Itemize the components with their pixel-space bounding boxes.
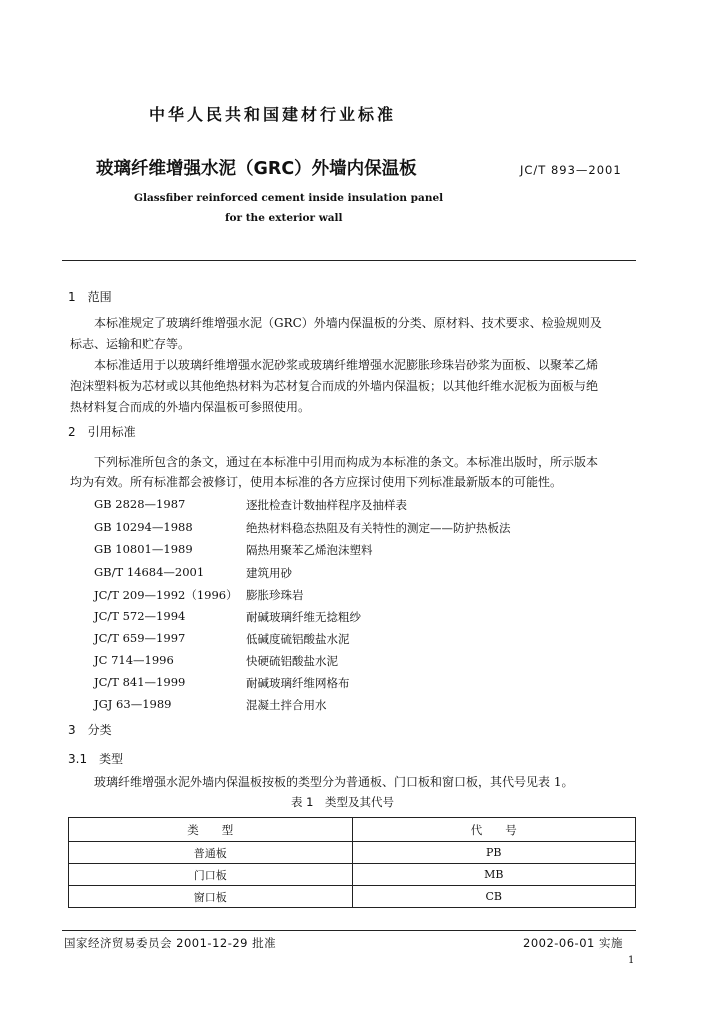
- header-divider: [62, 260, 636, 261]
- section-2-paragraph-line-2: 均为有效。所有标准都会被修订，使用本标准的各方应探讨使用下列标准最新版本的可能性。: [70, 475, 563, 489]
- doc-title: 玻璃纤维增强水泥（GRC）外墙内保温板: [96, 159, 417, 179]
- standard-number: JC/T 893—2001: [520, 163, 622, 177]
- reference-title: 耐碱玻璃纤维无捻粗纱: [246, 610, 361, 624]
- table-row: [69, 864, 636, 886]
- effective-date: 2002-06-01 实施: [523, 936, 623, 950]
- footer-divider: [62, 930, 636, 931]
- section-1-paragraph-1-line-1: 本标准规定了玻璃纤维增强水泥（GRC）外墙内保温板的分类、原材料、技术要求、检验规则及: [94, 316, 602, 330]
- reference-code: JGJ 63—1989: [94, 697, 172, 711]
- reference-code: GB 2828—1987: [94, 497, 186, 511]
- reference-title: 耐碱玻璃纤维网格布: [246, 676, 350, 690]
- section-3-1-paragraph: 玻璃纤维增强水泥外墙内保温板按板的类型分为普通板、门口板和窗口板，其代号见表 1。: [94, 775, 574, 789]
- reference-code: JC/T 209—1992（1996）: [94, 588, 238, 602]
- english-title-line1: Glassfiber reinforced cement inside insulation panel: [134, 192, 444, 204]
- reference-code: JC/T 572—1994: [94, 609, 186, 623]
- reference-title: 快硬硫铝酸盐水泥: [246, 654, 338, 668]
- section-1-paragraph-2-line-2: 泡沫塑料板为芯材或以其他绝热材料为芯材复合而成的外墙内保温板；以其他纤维水泥板为面板与绝: [70, 379, 599, 393]
- reference-title: 绝热材料稳态热阻及有关特性的测定——防护热板法: [246, 521, 511, 535]
- reference-code: JC 714—1996: [94, 653, 174, 667]
- table-header-code: 代 号: [352, 818, 636, 842]
- table-cell-code: CB: [352, 886, 636, 908]
- page-number: 1: [628, 955, 635, 966]
- section-2-heading: 2 引用标准: [68, 425, 136, 439]
- table-cell-type: 窗口板: [69, 886, 353, 908]
- section-3-1-heading: 3.1 类型: [68, 752, 124, 766]
- reference-code: JC/T 841—1999: [94, 675, 186, 689]
- table-cell-type: 门口板: [69, 864, 353, 886]
- reference-title: 低碱度硫铝酸盐水泥: [246, 632, 350, 646]
- table-1: [68, 817, 636, 908]
- reference-code: GB 10801—1989: [94, 542, 193, 556]
- table-cell-code: MB: [352, 864, 636, 886]
- reference-code: GB/T 14684—2001: [94, 565, 205, 579]
- section-1-paragraph-2-line-1: 本标准适用于以玻璃纤维增强水泥砂浆或玻璃纤维增强水泥膨胀珍珠岩砂浆为面板、以聚苯乙烯: [94, 358, 599, 372]
- reference-title: 逐批检查计数抽样程序及抽样表: [246, 498, 407, 512]
- table-header-row: [69, 818, 636, 842]
- org-title: 中华人民共和国建材行业标准: [148, 105, 396, 124]
- table-cell-code: PB: [352, 842, 636, 864]
- reference-title: 混凝土拌合用水: [246, 698, 327, 712]
- section-1-paragraph-1-line-2: 标志、运输和贮存等。: [70, 337, 191, 351]
- section-1-heading: 1 范围: [68, 290, 112, 304]
- english-title-line2: for the exterior wall: [225, 212, 343, 224]
- reference-code: GB 10294—1988: [94, 520, 193, 534]
- section-1-paragraph-2-line-3: 热材料复合而成的外墙内保温板可参照使用。: [70, 400, 311, 414]
- table-row: [69, 886, 636, 908]
- reference-code: JC/T 659—1997: [94, 631, 186, 645]
- reference-title: 隔热用聚苯乙烯泡沫塑料: [246, 543, 373, 557]
- issued-by: 国家经济贸易委员会 2001-12-29 批准: [64, 936, 277, 950]
- table-1-caption: 表 1 类型及其代号: [291, 795, 394, 809]
- table-header-type: 类 型: [69, 818, 353, 842]
- table-row: [69, 842, 636, 864]
- table-cell-type: 普通板: [69, 842, 353, 864]
- section-3-heading: 3 分类: [68, 723, 112, 737]
- section-2-paragraph-line-1: 下列标准所包含的条文，通过在本标准中引用而构成为本标准的条文。本标准出版时，所示版本: [94, 455, 599, 469]
- reference-title: 建筑用砂: [246, 566, 292, 580]
- reference-title: 膨胀珍珠岩: [246, 588, 304, 602]
